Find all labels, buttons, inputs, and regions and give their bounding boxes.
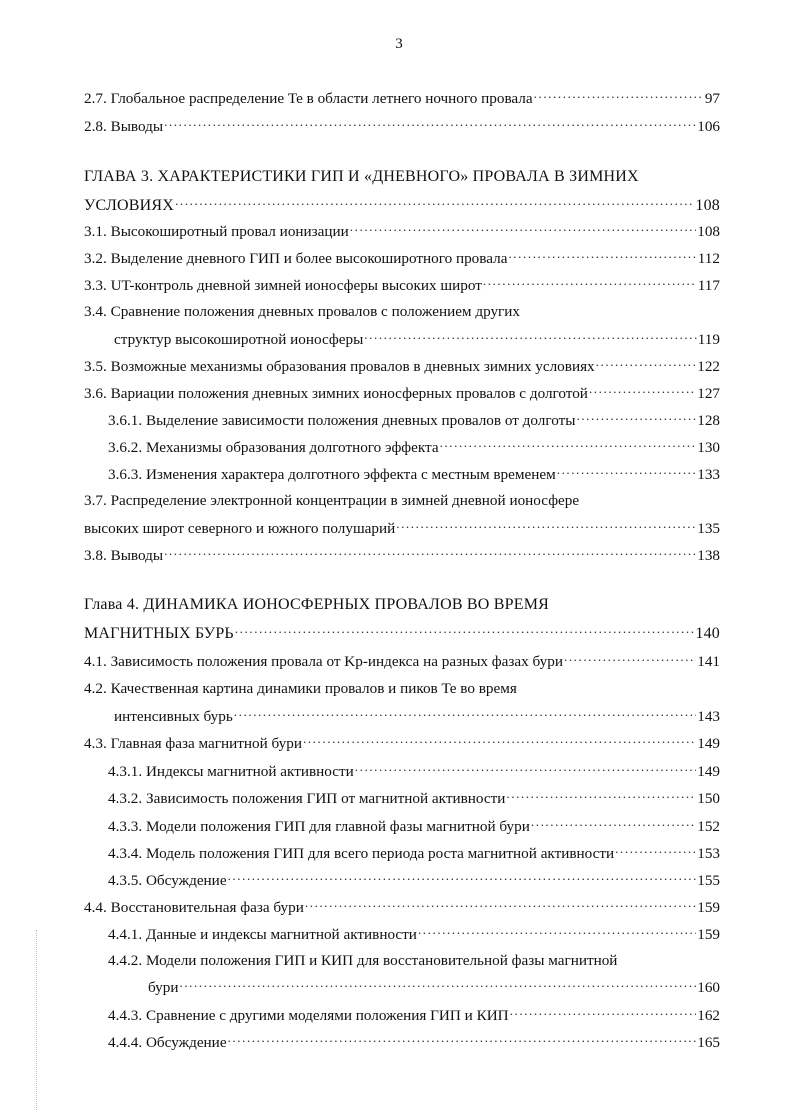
toc-entry-label: 4.4.4. Обсуждение: [108, 1034, 227, 1051]
toc-entry: [84, 734, 720, 752]
toc-entry-label: 3.8. Выводы: [84, 547, 164, 564]
toc-entry-page: 122: [697, 358, 720, 375]
toc-entry-page: 108: [697, 223, 720, 240]
toc-entry-label: 3.1. Высокоширотный провал ионизации: [84, 223, 349, 240]
toc-entry-label: 3.3. UT-контроль дневной зимней ионосферы высоких широт: [84, 277, 482, 294]
toc-entry: [108, 925, 720, 943]
toc-entry-label: МАГНИТНЫХ БУРЬ: [84, 625, 234, 642]
toc-entry: [84, 303, 720, 321]
toc-entry: [108, 762, 720, 780]
leader-dots: [228, 1033, 697, 1047]
leader-dots: [164, 117, 696, 131]
toc-entry: [84, 89, 720, 107]
toc-entry-page: 150: [697, 790, 720, 807]
toc-entry: [108, 952, 720, 970]
toc-entry: [108, 844, 720, 862]
leader-dots: [418, 925, 696, 939]
toc-entry: [108, 817, 720, 835]
leader-dots: [179, 978, 696, 992]
toc-entry-label: бури: [148, 979, 179, 996]
toc-entry-page: 135: [697, 520, 720, 537]
toc-entry: [84, 680, 720, 698]
leader-dots: [440, 438, 697, 452]
toc-entry-label: структур высокоширотной ионосферы: [114, 331, 364, 348]
toc-entry-label: 2.8. Выводы: [84, 118, 164, 135]
toc-entry: [84, 249, 720, 267]
toc-entry-label: 4.2. Качественная картина динамики провалов и пиков Te во время: [84, 680, 517, 697]
toc-entry: [84, 276, 720, 294]
toc-entry: [84, 519, 720, 537]
toc-entry: [84, 117, 720, 135]
chapter-heading: [84, 196, 720, 214]
leader-dots: [175, 196, 694, 210]
toc-entry: [108, 789, 720, 807]
chapter-heading: [84, 168, 720, 186]
toc-entry-label: 3.6.1. Выделение зависимости положения дневных провалов от долготы: [108, 412, 576, 429]
toc-entry: [114, 707, 720, 725]
scan-margin-marks: [36, 930, 45, 1110]
toc-entry: [108, 1033, 720, 1051]
toc-entry-label: 3.4. Сравнение положения дневных провалов с положением других: [84, 303, 521, 320]
toc-entry-label: 4.1. Зависимость положения провала от Kp-индекса на разных фазах бури: [84, 653, 563, 670]
toc-entry-label: 4.3.4. Модель положения ГИП для всего периода роста магнитной активности: [108, 845, 615, 862]
toc-entry-label: 4.3.2. Зависимость положения ГИП от магнитной активности: [108, 790, 506, 807]
toc-entry-page: 112: [697, 250, 720, 267]
leader-dots: [531, 817, 696, 831]
leader-dots: [350, 222, 696, 236]
leader-dots: [228, 871, 697, 885]
leader-dots: [164, 546, 696, 560]
toc-entry-label: 3.2. Выделение дневного ГИП и более высокоширотного провала: [84, 250, 508, 267]
toc-entry-page: 133: [697, 466, 720, 483]
toc-entry: [108, 438, 720, 456]
toc-entry-label: 4.3. Главная фаза магнитной бури: [84, 735, 302, 752]
leader-dots: [510, 1006, 697, 1020]
toc-entry-page: 127: [697, 385, 720, 402]
leader-dots: [534, 89, 704, 103]
toc-entry: [108, 871, 720, 889]
toc-entry-label: УСЛОВИЯХ: [84, 197, 175, 214]
leader-dots: [305, 898, 696, 912]
toc-entry-page: 159: [697, 899, 720, 916]
leader-dots: [235, 624, 695, 638]
leader-dots: [234, 707, 696, 721]
chapter-heading: [84, 596, 720, 614]
leader-dots: [564, 652, 696, 666]
leader-dots: [506, 789, 696, 803]
toc-entry-page: 141: [697, 653, 720, 670]
toc-entry-page: 140: [695, 625, 720, 642]
toc-entry-label: 4.3.1. Индексы магнитной активности: [108, 763, 354, 780]
toc-entry-label: 3.6.3. Изменения характера долготного эффекта с местным временем: [108, 466, 556, 483]
toc-entry-label: 3.7. Распределение электронной концентрации в зимней дневной ионосфере: [84, 492, 580, 509]
toc-entry-label: ГЛАВА 3. ХАРАКТЕРИСТИКИ ГИП И «ДНЕВНОГО» ПРОВАЛА В ЗИМНИХ: [84, 168, 639, 185]
toc-entry-label: высоких широт северного и южного полушарий: [84, 520, 396, 537]
toc-entry-page: 143: [697, 708, 720, 725]
page-number: 3: [395, 36, 403, 52]
toc-entry-label: 4.3.5. Обсуждение: [108, 872, 227, 889]
toc-entry: [84, 222, 720, 240]
leader-dots: [364, 330, 697, 344]
toc-entry: [84, 546, 720, 564]
toc-entry-page: 160: [697, 979, 720, 996]
toc-entry-page: 153: [697, 845, 720, 862]
chapter-heading: [84, 624, 720, 642]
toc-entry-page: 119: [697, 331, 720, 348]
leader-dots: [576, 411, 696, 425]
toc-entry: [108, 465, 720, 483]
toc-entry: [84, 384, 720, 402]
toc-entry-label: 4.3.3. Модели положения ГИП для главной фазы магнитной бури: [108, 818, 530, 835]
toc-entry: [84, 357, 720, 375]
leader-dots: [596, 357, 697, 371]
toc-entry-page: 149: [697, 763, 720, 780]
toc-entry-page: 155: [697, 872, 720, 889]
leader-dots: [396, 519, 696, 533]
leader-dots: [508, 249, 696, 263]
toc-entry: [108, 411, 720, 429]
toc-entry-label: 3.6.2. Механизмы образования долготного эффекта: [108, 439, 439, 456]
toc-entry-page: 152: [697, 818, 720, 835]
leader-dots: [589, 384, 696, 398]
toc-entry: [84, 898, 720, 916]
toc-entry-label: 4.4.3. Сравнение с другими моделями положения ГИП и КИП: [108, 1007, 509, 1024]
toc-entry: [84, 652, 720, 670]
toc-entry: [84, 492, 720, 510]
toc-entry-label: 2.7. Глобальное распределение Te в области летнего ночного провала: [84, 90, 533, 107]
toc-entry-label: Глава 4. ДИНАМИКА ИОНОСФЕРНЫХ ПРОВАЛОВ ВО ВРЕМЯ: [84, 596, 549, 613]
toc-entry-label: 3.6. Вариации положения дневных зимних ионосферных провалов с долготой: [84, 385, 588, 402]
toc-entry-label: 4.4.1. Данные и индексы магнитной активности: [108, 926, 417, 943]
toc-entry-page: 138: [697, 547, 720, 564]
toc-entry-page: 149: [697, 735, 720, 752]
toc-entry: [108, 1006, 720, 1024]
leader-dots: [303, 734, 696, 748]
toc-entry-label: 4.4. Восстановительная фаза бури: [84, 899, 304, 916]
toc-entry-page: 162: [697, 1007, 720, 1024]
toc-entry-page: 165: [697, 1034, 720, 1051]
toc-entry: [148, 978, 720, 996]
toc-entry: [114, 330, 720, 348]
leader-dots: [615, 844, 696, 858]
toc-entry-label: 3.5. Возможные механизмы образования провалов в дневных зимних условиях: [84, 358, 595, 375]
toc-entry-page: 108: [695, 197, 720, 214]
leader-dots: [355, 762, 696, 776]
leader-dots: [483, 276, 697, 290]
toc-entry-page: 128: [697, 412, 720, 429]
toc-entry-page: 159: [697, 926, 720, 943]
toc-entry-label: 4.4.2. Модели положения ГИП и КИП для восстановительной фазы магнитной: [108, 952, 618, 969]
toc-entry-page: 106: [697, 118, 720, 135]
toc-entry-page: 97: [704, 90, 720, 107]
toc-entry-page: 117: [697, 277, 720, 294]
leader-dots: [557, 465, 697, 479]
toc-entry-page: 130: [697, 439, 720, 456]
toc-entry-label: интенсивных бурь: [114, 708, 233, 725]
